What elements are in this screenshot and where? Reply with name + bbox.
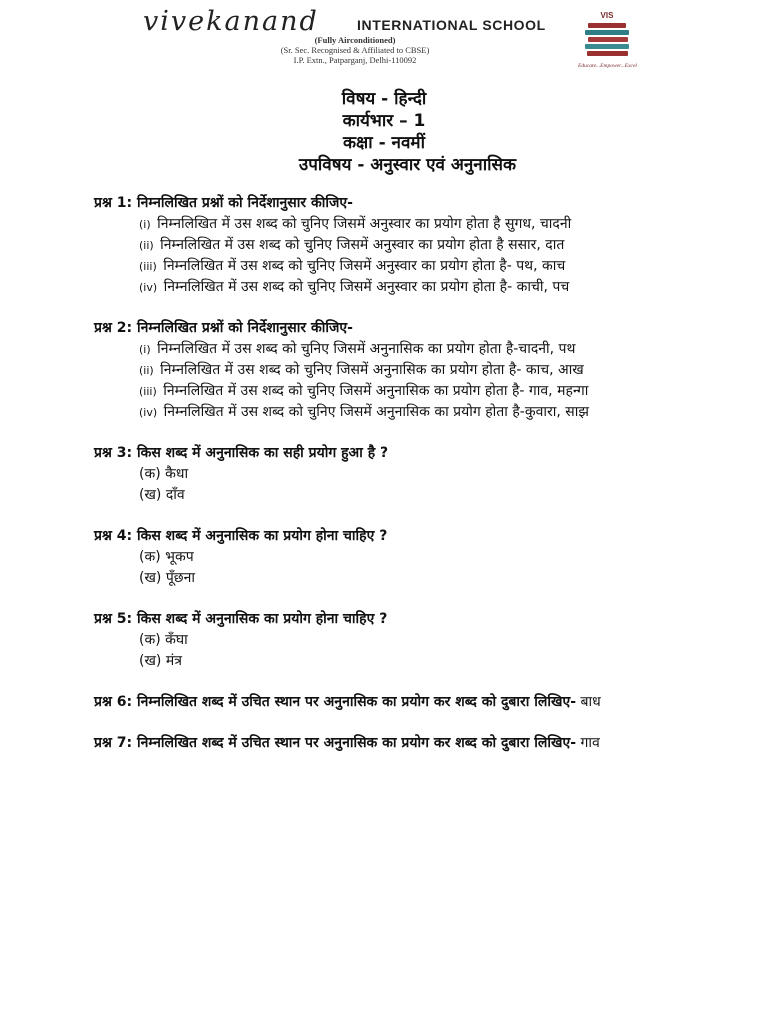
question-1 (94, 193, 694, 298)
question-3 (94, 443, 694, 506)
school-affiliation: (Sr. Sec. Recognised & Affiliated to CBSE) (280, 45, 430, 55)
question-label: प्रश्न 2: (94, 320, 133, 336)
question-heading (94, 609, 694, 630)
school-logo (578, 11, 637, 71)
question-heading (94, 526, 694, 547)
question-word: बाध (576, 694, 601, 710)
item-text: निम्नलिखित में उस शब्द को चुनिए जिसमें अनुस्वार का प्रयोग होता है- काची, पच (159, 279, 570, 295)
book-icon (588, 37, 628, 42)
question-item (139, 360, 694, 381)
item-number: (iv) (139, 406, 158, 419)
logo-motto: Educate...Empower...Excel (578, 63, 637, 69)
question-label: प्रश्न 5: (94, 611, 133, 627)
answer-option: (ख) मंत्र (139, 653, 182, 669)
answer-option: (क) कैधा (139, 466, 189, 482)
question-label: प्रश्न 7: (94, 735, 133, 751)
question-item (139, 402, 694, 423)
question-7 (94, 733, 694, 754)
item-number: (i) (139, 218, 151, 231)
questions-list (94, 193, 694, 774)
question-2 (94, 318, 694, 423)
item-text: निम्नलिखित में उस शब्द को चुनिए जिसमें अनुनासिक का प्रयोग होता है- काच, आख (155, 362, 584, 378)
question-6 (94, 692, 694, 713)
answer-option: (क) भूकप (139, 549, 194, 565)
book-icon (585, 30, 629, 35)
question-label: प्रश्न 4: (94, 528, 133, 544)
item-text: निम्नलिखित में उस शब्द को चुनिए जिसमें अनुनासिक का प्रयोग होता है-चादनी, पथ (152, 341, 576, 357)
question-heading (94, 692, 694, 713)
question-item (139, 235, 694, 256)
school-name-suffix: INTERNATIONAL SCHOOL (357, 17, 546, 33)
item-number: (iii) (139, 385, 157, 398)
subject-title: विषय - हिन्दी (341, 89, 427, 109)
answer-option: (ख) दाँव (139, 487, 185, 503)
question-text: निम्नलिखित शब्द में उचित स्थान पर अनुनासिक का प्रयोग कर शब्द को दुबारा लिखिए- (132, 694, 577, 710)
book-icon (585, 44, 629, 49)
question-item (139, 256, 694, 277)
item-number: (iii) (139, 260, 157, 273)
item-text: निम्नलिखित में उस शब्द को चुनिए जिसमें अनुनासिक का प्रयोग होता है- गाव, महन्गा (158, 383, 589, 399)
book-icon (587, 51, 628, 56)
question-4 (94, 526, 694, 589)
school-name: vivekanand (143, 6, 319, 37)
question-label: प्रश्न 3: (94, 445, 133, 461)
question-heading (94, 733, 694, 754)
question-heading (94, 443, 694, 464)
assignment-title: कार्यभार – 1 (342, 111, 426, 131)
item-number: (i) (139, 343, 151, 356)
question-label: प्रश्न 6: (94, 694, 133, 710)
item-number: (iv) (139, 281, 158, 294)
question-text: किस शब्द में अनुनासिक का प्रयोग होना चाहिए ? (132, 528, 388, 544)
item-text: निम्नलिखित में उस शब्द को चुनिए जिसमें अनुस्वार का प्रयोग होता है सुगध, चादनी (152, 216, 572, 232)
item-text: निम्नलिखित में उस शब्द को चुनिए जिसमें अनुस्वार का प्रयोग होता है ससार, दात (155, 237, 565, 253)
question-text: निम्नलिखित शब्द में उचित स्थान पर अनुनासिक का प्रयोग कर शब्द को दुबारा लिखिए- (132, 735, 577, 751)
question-heading (94, 318, 694, 339)
question-5 (94, 609, 694, 672)
item-number: (ii) (139, 239, 154, 252)
question-text: किस शब्द में अनुनासिक का प्रयोग होना चाहिए ? (132, 611, 388, 627)
logo-letters: VIS (600, 11, 614, 20)
question-word: गाव (576, 735, 600, 751)
school-letterhead (0, 0, 768, 72)
item-text: निम्नलिखित में उस शब्द को चुनिए जिसमें अनुस्वार का प्रयोग होता है- पथ, काच (158, 258, 566, 274)
question-text: किस शब्द में अनुनासिक का सही प्रयोग हुआ है ? (132, 445, 389, 461)
question-text: निम्नलिखित प्रश्नों को निर्देशानुसार कीजिए- (132, 195, 353, 211)
school-address: I.P. Extn., Patparganj, Delhi-110092 (293, 55, 417, 65)
question-item (139, 339, 694, 360)
subtopic-title: उपविषय - अनुस्वार एवं अनुनासिक (298, 155, 517, 175)
question-label: प्रश्न 1: (94, 195, 133, 211)
question-text: निम्नलिखित प्रश्नों को निर्देशानुसार कीजिए- (132, 320, 353, 336)
school-tagline: (Fully Airconditioned) (314, 35, 396, 45)
book-icon (588, 23, 626, 28)
question-item (139, 214, 694, 235)
item-text: निम्नलिखित में उस शब्द को चुनिए जिसमें अनुनासिक का प्रयोग होता है-कुवारा, साझ (159, 404, 589, 420)
question-heading (94, 193, 694, 214)
item-number: (ii) (139, 364, 154, 377)
question-item (139, 381, 694, 402)
class-title: कक्षा - नवमीं (343, 133, 425, 153)
answer-option: (ख) पूँछना (139, 570, 195, 586)
question-item (139, 277, 694, 298)
answer-option: (क) कँघा (139, 632, 188, 648)
worksheet-titles (0, 88, 768, 176)
